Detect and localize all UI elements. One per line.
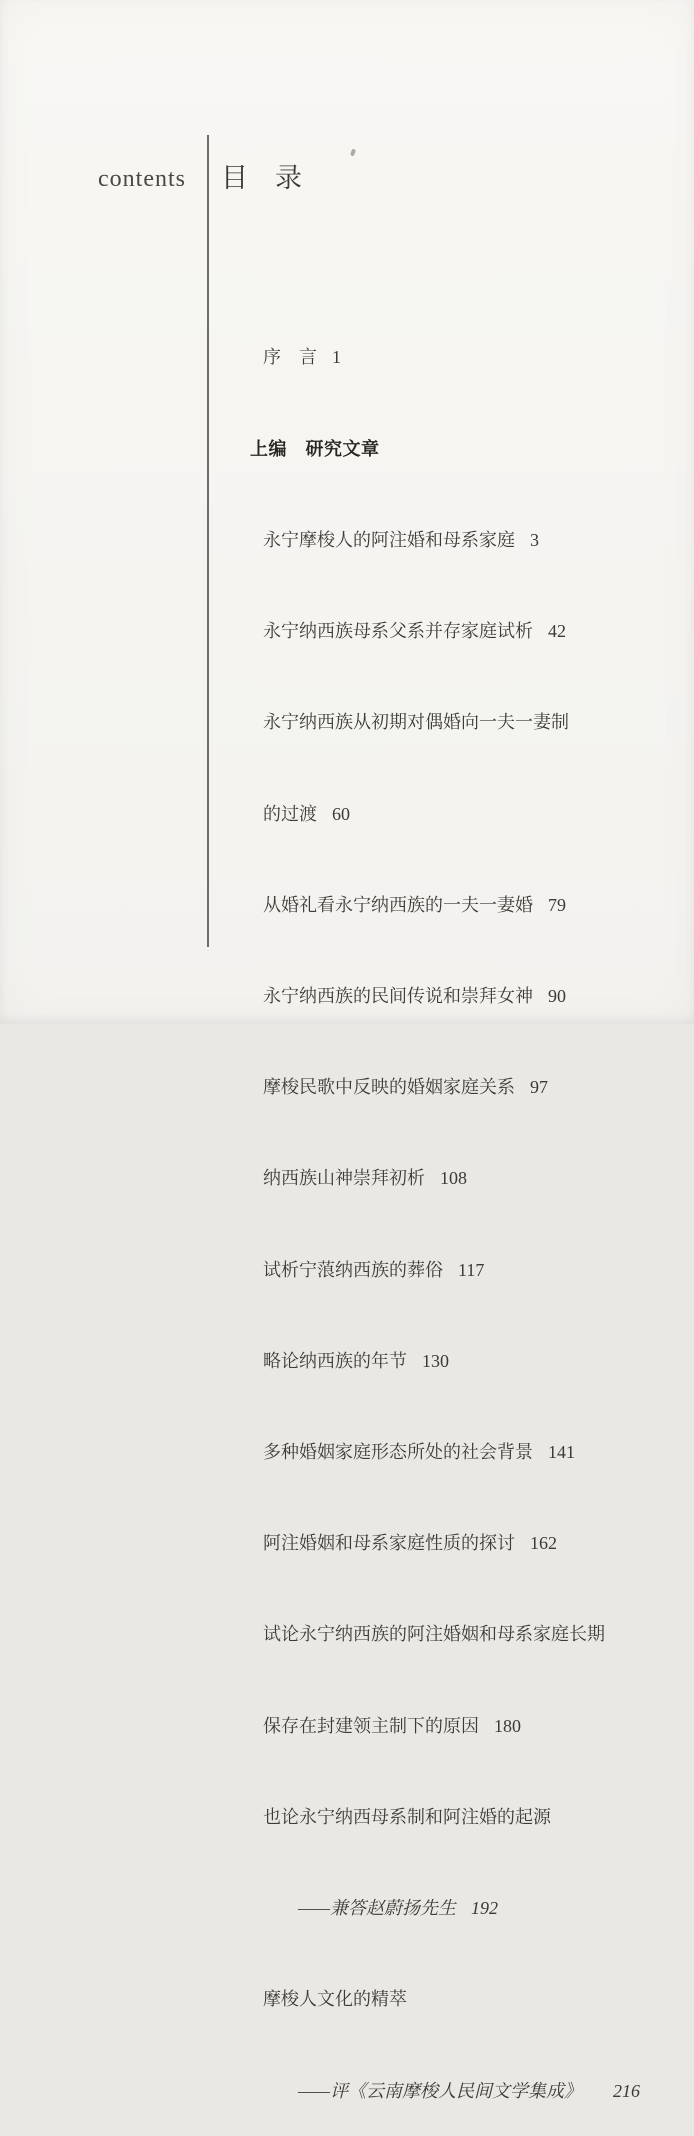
- toc-entry-page: 180: [494, 1715, 521, 1736]
- page-title: 目 录: [221, 163, 302, 193]
- toc-entry-subtitle: [217, 2045, 657, 2136]
- toc-entry: [217, 1042, 657, 1133]
- toc-entry: [217, 859, 657, 950]
- toc-entry-continuation: [217, 768, 657, 859]
- toc-entry-title: 永宁纳西族的民间传说和崇拜女神: [263, 985, 533, 1006]
- toc-entry-title: 从婚礼看永宁纳西族的一夫一妻婚: [263, 894, 533, 915]
- toc-entry-page: 192: [471, 1898, 499, 1919]
- toc-entry-title: 多种婚姻家庭形态所处的社会背景: [263, 1442, 533, 1463]
- toc-entry-title: 的过渡: [263, 803, 317, 824]
- toc-entry-title: 也论永宁纳西母系制和阿注婚的起源: [263, 1806, 551, 1827]
- toc-entry-page: 108: [440, 1168, 467, 1189]
- toc-entry-subtitle: [217, 1863, 657, 1954]
- toc-entry-page: 79: [548, 894, 566, 915]
- toc-entry-title: 永宁摩梭人的阿注婚和母系家庭: [263, 529, 515, 550]
- toc-entry: [217, 1315, 657, 1406]
- toc-entry: [217, 951, 657, 1042]
- toc-entry-title: 序 言: [263, 347, 317, 368]
- toc-entry: [217, 1772, 657, 1863]
- toc-entry-preface: [217, 312, 657, 403]
- toc-entry-page: 42: [548, 621, 566, 642]
- toc-entry-title: 阿注婚姻和母系家庭性质的探讨: [263, 1533, 515, 1554]
- toc-entry-page: 117: [458, 1259, 485, 1280]
- toc-entry: [217, 1954, 657, 2045]
- toc-entry-title: 试论永宁纳西族的阿注婚姻和母系家庭长期: [263, 1624, 605, 1645]
- toc-entry-title: 略论纳西族的年节: [263, 1350, 407, 1371]
- toc-entry-page: 97: [530, 1077, 548, 1098]
- contents-label-english: contents: [98, 166, 186, 192]
- toc-entry-title: 永宁纳西族母系父系并存家庭试析: [263, 621, 533, 642]
- toc-entry-title: 永宁纳西族从初期对偶婚向一夫一妻制: [263, 712, 569, 733]
- toc-entry-title: 试析宁蒗纳西族的葬俗: [263, 1259, 443, 1280]
- toc-entry-title: 保存在封建领主制下的原因: [263, 1715, 479, 1736]
- vertical-divider-rule: [207, 135, 209, 947]
- toc-entry: [217, 586, 657, 677]
- toc-entry-title: 纳西族山神崇拜初析: [263, 1168, 425, 1189]
- toc-entry-title: ——兼答赵蔚扬先生: [298, 1898, 457, 1919]
- toc-entry: [217, 1589, 657, 1680]
- toc-entry-page: 1: [332, 347, 341, 368]
- toc-entry-page: 3: [530, 529, 539, 550]
- toc-entry-title: 摩梭民歌中反映的婚姻家庭关系: [263, 1077, 515, 1098]
- toc-entry-page: 141: [548, 1442, 575, 1463]
- toc-entry-page: 130: [422, 1350, 449, 1371]
- toc-entry: [217, 1224, 657, 1315]
- toc-entry: [217, 1133, 657, 1224]
- toc-entry-page: 60: [332, 803, 350, 824]
- toc-entry: [217, 677, 657, 768]
- toc-entry: [217, 494, 657, 585]
- toc-section-header: [217, 403, 657, 494]
- toc-entry-page: 216: [613, 2080, 641, 2101]
- toc-section-title: 上编 研究文章: [250, 438, 380, 459]
- table-of-contents: [217, 312, 657, 2136]
- toc-entry-page: 162: [530, 1533, 557, 1554]
- toc-entry: [217, 1498, 657, 1589]
- toc-entry-continuation: [217, 1680, 657, 1771]
- scan-noise-speck: [350, 149, 356, 157]
- toc-entry-page: 90: [548, 985, 566, 1006]
- toc-entry: [217, 1407, 657, 1498]
- toc-entry-title: ——评《云南摩梭人民间文学集成》: [298, 2080, 583, 2101]
- toc-entry-title: 摩梭人文化的精萃: [263, 1989, 407, 2010]
